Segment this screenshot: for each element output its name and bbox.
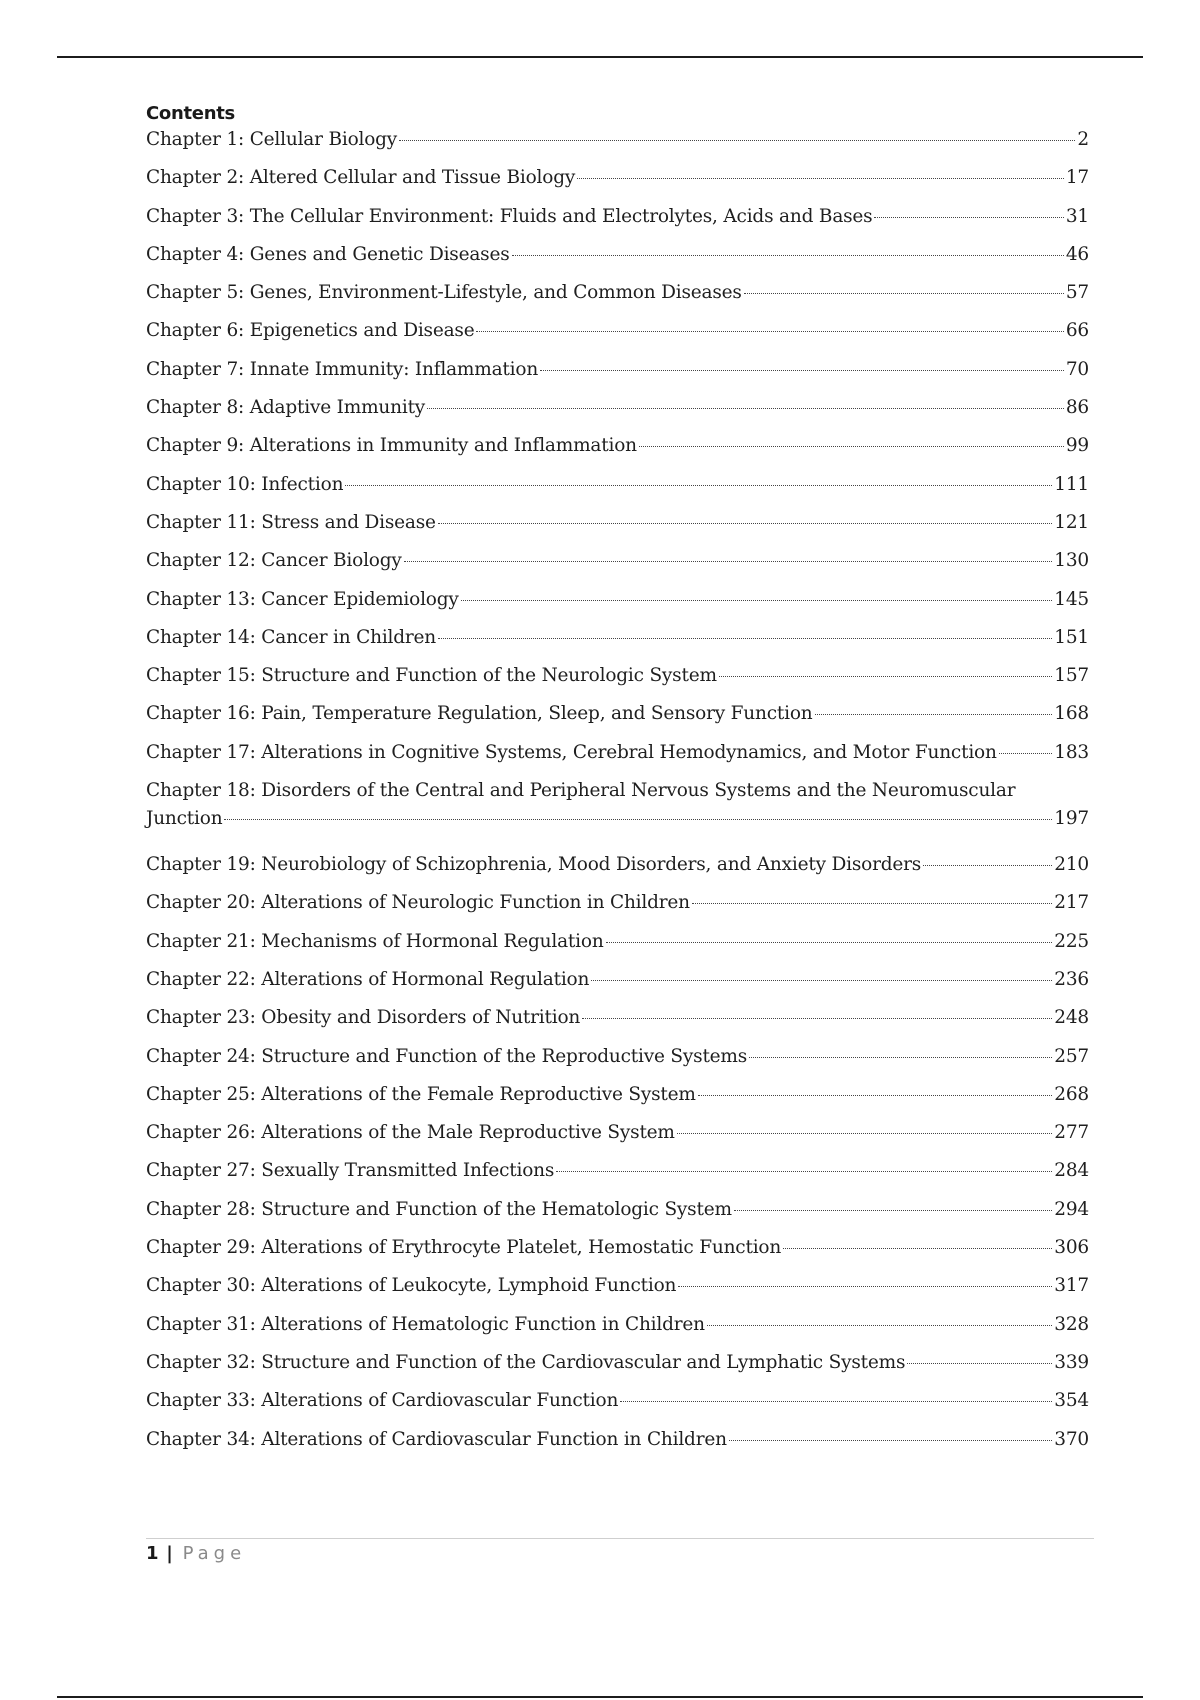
dot-leader [677, 1133, 1053, 1134]
toc-entry-title: Chapter 5: Genes, Environment-Lifestyle, and Common Diseases [146, 282, 742, 304]
toc-entry-page: 57 [1065, 282, 1089, 304]
page-footer [146, 1542, 246, 1566]
toc-entry-title: Chapter 23: Obesity and Disorders of Nutrition [146, 1007, 581, 1029]
dot-leader [783, 1248, 1052, 1249]
toc-entry-title: Chapter 21: Mechanisms of Hormonal Regulation [146, 930, 604, 952]
toc-entry-title: Chapter 9: Alterations in Immunity and Inflammation [146, 435, 637, 457]
toc-entry-title-continued: Junction [146, 808, 223, 830]
toc-entry[interactable] [146, 511, 1089, 549]
dot-leader [512, 255, 1064, 256]
dot-leader [606, 942, 1053, 943]
toc-entry-title: Chapter 14: Cancer in Children [146, 626, 437, 648]
toc-entry[interactable] [146, 281, 1089, 319]
toc-entry[interactable] [146, 664, 1089, 702]
toc-entry[interactable] [146, 626, 1089, 664]
dot-leader [224, 819, 1052, 820]
toc-entry-page: 354 [1054, 1390, 1089, 1412]
toc-entry[interactable] [146, 968, 1089, 1006]
toc-entry-page: 284 [1054, 1160, 1089, 1182]
dot-leader [707, 1325, 1052, 1326]
dot-leader [591, 980, 1052, 981]
toc-entry[interactable] [146, 473, 1089, 511]
toc-entry-continuation [146, 807, 1089, 831]
toc-list [146, 128, 1089, 1466]
toc-entry[interactable] [146, 549, 1089, 587]
bottom-rule [57, 1696, 1143, 1698]
toc-entry-page: 151 [1054, 626, 1089, 648]
toc-entry[interactable] [146, 1198, 1089, 1236]
dot-leader [923, 865, 1052, 866]
toc-entry-page: 99 [1065, 435, 1089, 457]
toc-entry-title: Chapter 29: Alterations of Erythrocyte Platelet, Hemostatic Function [146, 1237, 782, 1259]
toc-entry-title: Chapter 28: Structure and Function of the Hematologic System [146, 1198, 732, 1220]
table-of-contents [146, 102, 1089, 1466]
toc-entry-title: Chapter 22: Alterations of Hormonal Regulation [146, 968, 590, 990]
dot-leader [556, 1171, 1052, 1172]
toc-entry-page: 17 [1065, 167, 1089, 189]
dot-leader [438, 638, 1052, 639]
footer-rule [146, 1538, 1094, 1539]
toc-entry-title: Chapter 34: Alterations of Cardiovascular Function in Children [146, 1428, 727, 1450]
toc-entry-page: 248 [1054, 1007, 1089, 1029]
footer-page-label: Page [182, 1543, 247, 1564]
toc-entry-title: Chapter 8: Adaptive Immunity [146, 397, 426, 419]
toc-entry[interactable] [146, 853, 1089, 891]
toc-entry[interactable] [146, 319, 1089, 357]
dot-leader [540, 370, 1064, 371]
toc-entry[interactable] [146, 128, 1089, 166]
toc-entry-title: Chapter 1: Cellular Biology [146, 129, 398, 150]
toc-entry-page: 210 [1054, 854, 1089, 876]
toc-entry-page: 257 [1054, 1045, 1089, 1067]
toc-entry[interactable] [146, 702, 1089, 740]
toc-entry-title: Chapter 27: Sexually Transmitted Infections [146, 1160, 555, 1182]
toc-entry-title: Chapter 25: Alterations of the Female Reproductive System [146, 1083, 696, 1105]
toc-entry[interactable] [146, 1274, 1089, 1312]
top-rule [57, 56, 1143, 58]
toc-entry-title: Chapter 31: Alterations of Hematologic Function in Children [146, 1313, 705, 1335]
dot-leader [345, 485, 1052, 486]
toc-entry-page: 339 [1054, 1351, 1089, 1373]
toc-entry-page: 111 [1054, 473, 1089, 495]
toc-entry-title: Chapter 12: Cancer Biology [146, 550, 402, 572]
toc-entry-page: 2 [1077, 129, 1089, 150]
toc-entry-page: 277 [1054, 1122, 1089, 1144]
toc-entry-title: Chapter 33: Alterations of Cardiovascular Function [146, 1390, 619, 1412]
dot-leader [907, 1363, 1052, 1364]
footer-page-number: 1 [146, 1543, 159, 1564]
toc-entry-title: Chapter 30: Alterations of Leukocyte, Lymphoid Function [146, 1275, 677, 1297]
toc-entry-title: Chapter 18: Disorders of the Central and Peripheral Nervous Systems and the Neuromuscular [146, 780, 1016, 802]
dot-leader [404, 561, 1053, 562]
toc-entry-page: 328 [1054, 1313, 1089, 1335]
toc-entry[interactable] [146, 205, 1089, 243]
toc-entry-page: 183 [1054, 741, 1089, 763]
dot-leader [639, 446, 1064, 447]
toc-entry-page: 197 [1054, 808, 1089, 830]
toc-entry-title: Chapter 17: Alterations in Cognitive Systems, Cerebral Hemodynamics, and Motor Function [146, 741, 997, 763]
dot-leader [999, 753, 1053, 754]
toc-entry-page: 130 [1054, 550, 1089, 572]
toc-entry[interactable] [146, 243, 1089, 281]
dot-leader [427, 408, 1064, 409]
toc-entry-page: 46 [1065, 243, 1089, 265]
toc-entry-title: Chapter 4: Genes and Genetic Diseases [146, 243, 510, 265]
toc-entry-page: 306 [1054, 1237, 1089, 1259]
toc-entry[interactable] [146, 1236, 1089, 1274]
dot-leader [692, 903, 1052, 904]
dot-leader [678, 1286, 1052, 1287]
toc-entry-page: 294 [1054, 1198, 1089, 1220]
footer-separator: | [166, 1543, 173, 1564]
toc-entry-page: 168 [1054, 703, 1089, 725]
toc-entry-title: Chapter 6: Epigenetics and Disease [146, 320, 475, 342]
dot-leader [719, 676, 1052, 677]
toc-entry[interactable] [146, 588, 1089, 626]
dot-leader [577, 178, 1064, 179]
toc-entry-page: 121 [1054, 511, 1089, 533]
toc-entry[interactable] [146, 1083, 1089, 1121]
toc-entry-title: Chapter 20: Alterations of Neurologic Function in Children [146, 892, 690, 914]
toc-entry-title: Chapter 7: Innate Immunity: Inflammation [146, 358, 539, 380]
toc-entry-page: 225 [1054, 930, 1089, 952]
toc-entry[interactable] [146, 1351, 1089, 1389]
toc-entry-title: Chapter 11: Stress and Disease [146, 511, 436, 533]
toc-entry[interactable] [146, 779, 1089, 853]
toc-entry-title: Chapter 19: Neurobiology of Schizophrenia, Mood Disorders, and Anxiety Disorders [146, 854, 922, 876]
toc-entry-title: Chapter 15: Structure and Function of the Neurologic System [146, 665, 717, 687]
contents-heading: Contents [146, 103, 235, 124]
toc-entry-page: 157 [1054, 665, 1089, 687]
toc-entry-title: Chapter 24: Structure and Function of the Reproductive Systems [146, 1045, 748, 1067]
toc-entry-title: Chapter 16: Pain, Temperature Regulation, Sleep, and Sensory Function [146, 703, 813, 725]
dot-leader [874, 217, 1063, 218]
toc-entry[interactable] [146, 1313, 1089, 1351]
toc-entry-page: 66 [1065, 320, 1089, 342]
toc-entry[interactable] [146, 930, 1089, 968]
dot-leader [749, 1057, 1052, 1058]
toc-entry-title: Chapter 3: The Cellular Environment: Fluids and Electrolytes, Acids and Bases [146, 205, 873, 227]
dot-leader [815, 714, 1053, 715]
toc-entry[interactable] [146, 1428, 1089, 1466]
toc-entry-title: Chapter 32: Structure and Function of the Cardiovascular and Lymphatic Systems [146, 1351, 906, 1373]
toc-entry-title: Chapter 26: Alterations of the Male Reproductive System [146, 1122, 675, 1144]
toc-entry-page: 268 [1054, 1083, 1089, 1105]
dot-leader [620, 1401, 1052, 1402]
dot-leader [476, 331, 1063, 332]
toc-entry-page: 86 [1065, 397, 1089, 419]
toc-entry[interactable] [146, 1159, 1089, 1197]
toc-entry[interactable] [146, 1389, 1089, 1427]
dot-leader [744, 293, 1064, 294]
dot-leader [734, 1210, 1052, 1211]
toc-entry[interactable] [146, 891, 1089, 929]
dot-leader [582, 1018, 1052, 1019]
toc-entry-page: 370 [1054, 1428, 1089, 1450]
toc-entry-title: Chapter 13: Cancer Epidemiology [146, 588, 459, 610]
toc-entry-title: Chapter 10: Infection [146, 473, 344, 495]
dot-leader [438, 523, 1052, 524]
dot-leader [399, 140, 1075, 141]
toc-entry[interactable] [146, 434, 1089, 472]
dot-leader [729, 1440, 1052, 1441]
toc-entry[interactable] [146, 1045, 1089, 1083]
toc-entry[interactable] [146, 1121, 1089, 1159]
toc-entry[interactable] [146, 1006, 1089, 1044]
dot-leader [461, 600, 1053, 601]
dot-leader [698, 1095, 1053, 1096]
toc-entry-page: 217 [1054, 892, 1089, 914]
toc-entry[interactable] [146, 396, 1089, 434]
toc-entry-title: Chapter 2: Altered Cellular and Tissue Biology [146, 167, 576, 189]
toc-entry-page: 70 [1065, 358, 1089, 380]
toc-entry[interactable] [146, 166, 1089, 204]
toc-entry-page: 145 [1054, 588, 1089, 610]
toc-entry-page: 317 [1054, 1275, 1089, 1297]
toc-entry-page: 31 [1065, 205, 1089, 227]
toc-entry[interactable] [146, 741, 1089, 779]
toc-entry-page: 236 [1054, 968, 1089, 990]
toc-entry[interactable] [146, 358, 1089, 396]
